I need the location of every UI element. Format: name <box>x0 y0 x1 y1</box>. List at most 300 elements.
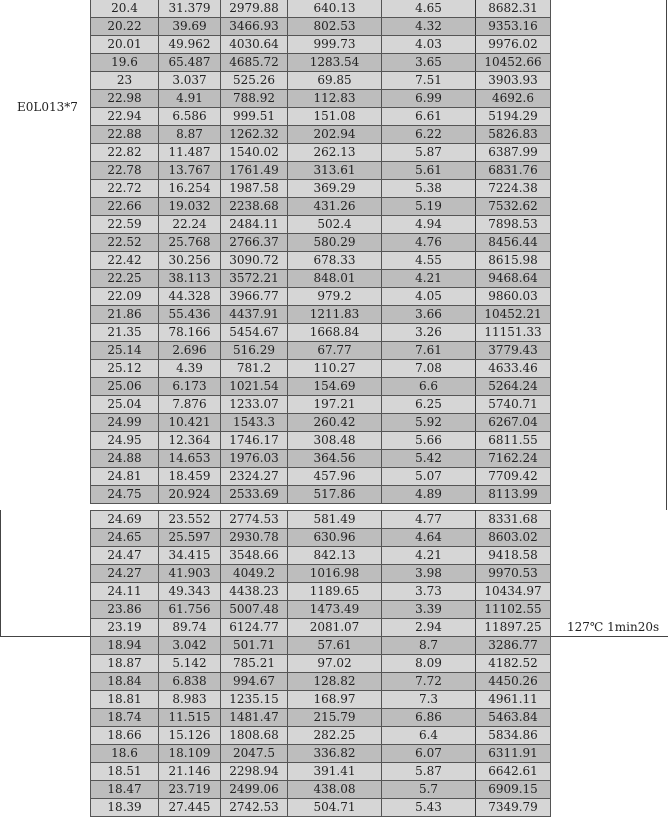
table-cell: 457.96 <box>288 468 382 486</box>
table-cell: 24.11 <box>91 583 159 601</box>
table-cell: 12.364 <box>159 432 221 450</box>
table-cell: 7898.53 <box>476 216 551 234</box>
table-cell: 31.379 <box>159 0 221 18</box>
table-cell: 25.768 <box>159 234 221 252</box>
table-cell: 6.99 <box>382 90 476 108</box>
table-row <box>91 396 551 414</box>
table-cell: 24.47 <box>91 547 159 565</box>
table-cell: 5.87 <box>382 763 476 781</box>
table-cell: 4.91 <box>159 90 221 108</box>
table-cell: 7709.42 <box>476 468 551 486</box>
table-cell: 24.88 <box>91 450 159 468</box>
table-cell: 8331.68 <box>476 511 551 529</box>
table-cell: 18.6 <box>91 745 159 763</box>
table-cell: 1211.83 <box>288 306 382 324</box>
table-cell: 8456.44 <box>476 234 551 252</box>
table-cell: 19.032 <box>159 198 221 216</box>
table-row <box>91 781 551 799</box>
table-row <box>91 745 551 763</box>
table-cell: 18.87 <box>91 655 159 673</box>
table-cell: 21.146 <box>159 763 221 781</box>
table-cell: 11897.25 <box>476 619 551 637</box>
table-row <box>91 547 551 565</box>
table-row <box>91 655 551 673</box>
table-cell: 18.47 <box>91 781 159 799</box>
table-cell: 581.49 <box>288 511 382 529</box>
table-cell: 22.24 <box>159 216 221 234</box>
table-cell: 22.94 <box>91 108 159 126</box>
table-cell: 2930.78 <box>221 529 288 547</box>
table-cell: 3.39 <box>382 601 476 619</box>
table-cell: 5.7 <box>382 781 476 799</box>
table-cell: 1189.65 <box>288 583 382 601</box>
table-cell: 2047.5 <box>221 745 288 763</box>
table-cell: 8.7 <box>382 637 476 655</box>
table-cell: 4.55 <box>382 252 476 270</box>
table-cell: 11102.55 <box>476 601 551 619</box>
table-cell: 20.22 <box>91 18 159 36</box>
section-divider-line <box>0 636 90 637</box>
table-cell: 438.08 <box>288 781 382 799</box>
table-cell: 15.126 <box>159 727 221 745</box>
table-cell: 502.4 <box>288 216 382 234</box>
table-cell: 5740.71 <box>476 396 551 414</box>
table-row <box>91 529 551 547</box>
table-cell: 4.32 <box>382 18 476 36</box>
table-cell: 24.99 <box>91 414 159 432</box>
table-cell: 282.25 <box>288 727 382 745</box>
table-cell: 3.042 <box>159 637 221 655</box>
table-cell: 6.173 <box>159 378 221 396</box>
table-cell: 5007.48 <box>221 601 288 619</box>
table-cell: 5.19 <box>382 198 476 216</box>
table-cell: 3779.43 <box>476 342 551 360</box>
table-cell: 197.21 <box>288 396 382 414</box>
table-cell: 22.25 <box>91 270 159 288</box>
table-cell: 21.35 <box>91 324 159 342</box>
table-row <box>91 162 551 180</box>
table-cell: 1746.17 <box>221 432 288 450</box>
table-cell: 89.74 <box>159 619 221 637</box>
table-cell: 168.97 <box>288 691 382 709</box>
table-cell: 23.719 <box>159 781 221 799</box>
table-cell: 10452.21 <box>476 306 551 324</box>
table-cell: 1761.49 <box>221 162 288 180</box>
table-cell: 364.56 <box>288 450 382 468</box>
table-row <box>91 90 551 108</box>
table-cell: 112.83 <box>288 90 382 108</box>
table-cell: 23.19 <box>91 619 159 637</box>
table-cell: 18.74 <box>91 709 159 727</box>
table-cell: 49.962 <box>159 36 221 54</box>
table-cell: 5.142 <box>159 655 221 673</box>
table-cell: 67.77 <box>288 342 382 360</box>
table-row <box>91 432 551 450</box>
table-cell: 8.09 <box>382 655 476 673</box>
table-cell: 2238.68 <box>221 198 288 216</box>
table-cell: 5.42 <box>382 450 476 468</box>
table-cell: 802.53 <box>288 18 382 36</box>
table-cell: 18.109 <box>159 745 221 763</box>
table-cell: 21.86 <box>91 306 159 324</box>
table-cell: 18.81 <box>91 691 159 709</box>
table-cell: 3090.72 <box>221 252 288 270</box>
left-border-line-mid <box>0 510 1 636</box>
table-cell: 3.037 <box>159 72 221 90</box>
table-cell: 4685.72 <box>221 54 288 72</box>
table-cell: 22.72 <box>91 180 159 198</box>
table-cell: 3903.93 <box>476 72 551 90</box>
table-cell: 6831.76 <box>476 162 551 180</box>
table-row <box>91 288 551 306</box>
table-cell: 24.69 <box>91 511 159 529</box>
table-cell: 154.69 <box>288 378 382 396</box>
table-cell: 30.256 <box>159 252 221 270</box>
table-cell: 9418.58 <box>476 547 551 565</box>
table-cell: 1021.54 <box>221 378 288 396</box>
table-cell: 3.26 <box>382 324 476 342</box>
table-cell: 2979.88 <box>221 0 288 18</box>
table-cell: 1016.98 <box>288 565 382 583</box>
table-cell: 517.86 <box>288 486 382 504</box>
table-cell: 6.838 <box>159 673 221 691</box>
table-cell: 10.421 <box>159 414 221 432</box>
table-cell: 22.09 <box>91 288 159 306</box>
table-cell: 18.39 <box>91 799 159 817</box>
table-cell: 2.696 <box>159 342 221 360</box>
table-cell: 2499.06 <box>221 781 288 799</box>
table-cell: 2081.07 <box>288 619 382 637</box>
table-cell: 4.65 <box>382 0 476 18</box>
table-cell: 2774.53 <box>221 511 288 529</box>
table-row <box>91 799 551 817</box>
table-cell: 61.756 <box>159 601 221 619</box>
table-cell: 4.89 <box>382 486 476 504</box>
table-cell: 11151.33 <box>476 324 551 342</box>
table-cell: 336.82 <box>288 745 382 763</box>
table-cell: 7349.79 <box>476 799 551 817</box>
table-row <box>91 601 551 619</box>
table-cell: 3572.21 <box>221 270 288 288</box>
table-cell: 8615.98 <box>476 252 551 270</box>
table-cell: 5194.29 <box>476 108 551 126</box>
table-cell: 260.42 <box>288 414 382 432</box>
table-cell: 5.43 <box>382 799 476 817</box>
table-cell: 516.29 <box>221 342 288 360</box>
table-cell: 22.98 <box>91 90 159 108</box>
table-cell: 44.328 <box>159 288 221 306</box>
table-cell: 640.13 <box>288 0 382 18</box>
table-cell: 4692.6 <box>476 90 551 108</box>
table-cell: 1235.15 <box>221 691 288 709</box>
table-cell: 11.487 <box>159 144 221 162</box>
table-cell: 7.876 <box>159 396 221 414</box>
table-cell: 22.78 <box>91 162 159 180</box>
table-cell: 22.88 <box>91 126 159 144</box>
table-cell: 308.48 <box>288 432 382 450</box>
table-row <box>91 691 551 709</box>
table-cell: 6909.15 <box>476 781 551 799</box>
table-cell: 7162.24 <box>476 450 551 468</box>
table-cell: 9468.64 <box>476 270 551 288</box>
table-cell: 1543.3 <box>221 414 288 432</box>
table-cell: 24.81 <box>91 468 159 486</box>
table-cell: 2742.53 <box>221 799 288 817</box>
table-cell: 27.445 <box>159 799 221 817</box>
table-cell: 1808.68 <box>221 727 288 745</box>
table-cell: 3466.93 <box>221 18 288 36</box>
table-cell: 39.69 <box>159 18 221 36</box>
table-cell: 3548.66 <box>221 547 288 565</box>
table-cell: 999.51 <box>221 108 288 126</box>
table-cell: 5.87 <box>382 144 476 162</box>
table-cell: 18.66 <box>91 727 159 745</box>
table-cell: 7.3 <box>382 691 476 709</box>
table-cell: 18.459 <box>159 468 221 486</box>
table-cell: 5264.24 <box>476 378 551 396</box>
table-cell: 3.66 <box>382 306 476 324</box>
sample-label: E0L013*7 <box>17 100 78 114</box>
table-cell: 20.01 <box>91 36 159 54</box>
table-cell: 994.67 <box>221 673 288 691</box>
table-cell: 369.29 <box>288 180 382 198</box>
table-cell: 22.59 <box>91 216 159 234</box>
table-cell: 4.05 <box>382 288 476 306</box>
table-row <box>91 18 551 36</box>
table-cell: 9976.02 <box>476 36 551 54</box>
table-cell: 23.86 <box>91 601 159 619</box>
table-cell: 5834.86 <box>476 727 551 745</box>
table-row <box>91 414 551 432</box>
table-row <box>91 486 551 504</box>
table-row <box>91 144 551 162</box>
table-cell: 1668.84 <box>288 324 382 342</box>
table-row <box>91 252 551 270</box>
table-cell: 55.436 <box>159 306 221 324</box>
table-cell: 4633.46 <box>476 360 551 378</box>
table-cell: 215.79 <box>288 709 382 727</box>
table-row <box>91 468 551 486</box>
table-cell: 431.26 <box>288 198 382 216</box>
table-cell: 25.597 <box>159 529 221 547</box>
table-cell: 781.2 <box>221 360 288 378</box>
data-table-upper <box>90 0 551 504</box>
table-cell: 18.94 <box>91 637 159 655</box>
table-row <box>91 450 551 468</box>
table-cell: 4.77 <box>382 511 476 529</box>
table-cell: 9860.03 <box>476 288 551 306</box>
table-cell: 25.12 <box>91 360 159 378</box>
table-cell: 2484.11 <box>221 216 288 234</box>
table-cell: 22.66 <box>91 198 159 216</box>
table-cell: 4030.64 <box>221 36 288 54</box>
table-cell: 8603.02 <box>476 529 551 547</box>
table-cell: 14.653 <box>159 450 221 468</box>
table-cell: 1283.54 <box>288 54 382 72</box>
table-cell: 1262.32 <box>221 126 288 144</box>
table-cell: 4.39 <box>159 360 221 378</box>
table-cell: 8113.99 <box>476 486 551 504</box>
table-cell: 6.86 <box>382 709 476 727</box>
table-cell: 1987.58 <box>221 180 288 198</box>
section-divider-line-right <box>550 636 668 637</box>
table-cell: 6.25 <box>382 396 476 414</box>
table-cell: 8682.31 <box>476 0 551 18</box>
table-cell: 7532.62 <box>476 198 551 216</box>
table-cell: 4.64 <box>382 529 476 547</box>
table-cell: 313.61 <box>288 162 382 180</box>
table-row <box>91 583 551 601</box>
table-cell: 262.13 <box>288 144 382 162</box>
table-cell: 1481.47 <box>221 709 288 727</box>
table-cell: 7.72 <box>382 673 476 691</box>
table-cell: 18.51 <box>91 763 159 781</box>
table-cell: 630.96 <box>288 529 382 547</box>
table-cell: 6267.04 <box>476 414 551 432</box>
table-cell: 2533.69 <box>221 486 288 504</box>
table-cell: 10434.97 <box>476 583 551 601</box>
table-cell: 23.552 <box>159 511 221 529</box>
table-cell: 38.113 <box>159 270 221 288</box>
table-cell: 1976.03 <box>221 450 288 468</box>
table-cell: 5463.84 <box>476 709 551 727</box>
table-cell: 20.924 <box>159 486 221 504</box>
table-cell: 6.61 <box>382 108 476 126</box>
table-cell: 78.166 <box>159 324 221 342</box>
table-cell: 23 <box>91 72 159 90</box>
table-cell: 979.2 <box>288 288 382 306</box>
table-cell: 2766.37 <box>221 234 288 252</box>
table-row <box>91 727 551 745</box>
table-cell: 128.82 <box>288 673 382 691</box>
table-row <box>91 36 551 54</box>
table-cell: 525.26 <box>221 72 288 90</box>
table-cell: 4182.52 <box>476 655 551 673</box>
table-row <box>91 180 551 198</box>
table-cell: 41.903 <box>159 565 221 583</box>
table-cell: 5.38 <box>382 180 476 198</box>
table-cell: 6642.61 <box>476 763 551 781</box>
table-row <box>91 637 551 655</box>
table-cell: 1540.02 <box>221 144 288 162</box>
table-cell: 5.92 <box>382 414 476 432</box>
table-cell: 3966.77 <box>221 288 288 306</box>
table-row <box>91 72 551 90</box>
condition-note: 127℃ 1min20s <box>567 620 660 634</box>
table-cell: 22.42 <box>91 252 159 270</box>
table-row <box>91 234 551 252</box>
table-row <box>91 709 551 727</box>
table-cell: 4.94 <box>382 216 476 234</box>
table-row <box>91 673 551 691</box>
table-row <box>91 270 551 288</box>
table-cell: 6.4 <box>382 727 476 745</box>
table-row <box>91 54 551 72</box>
table-cell: 10452.66 <box>476 54 551 72</box>
table-cell: 4450.26 <box>476 673 551 691</box>
table-cell: 3.73 <box>382 583 476 601</box>
table-cell: 5.07 <box>382 468 476 486</box>
table-cell: 5826.83 <box>476 126 551 144</box>
table-cell: 3.65 <box>382 54 476 72</box>
table-row <box>91 108 551 126</box>
table-cell: 1473.49 <box>288 601 382 619</box>
table-cell: 2298.94 <box>221 763 288 781</box>
table-cell: 842.13 <box>288 547 382 565</box>
table-cell: 3286.77 <box>476 637 551 655</box>
table-cell: 848.01 <box>288 270 382 288</box>
table-cell: 97.02 <box>288 655 382 673</box>
right-border-line-top <box>666 0 667 510</box>
table-cell: 25.04 <box>91 396 159 414</box>
table-cell: 7.51 <box>382 72 476 90</box>
table-cell: 20.4 <box>91 0 159 18</box>
table-cell: 7.61 <box>382 342 476 360</box>
table-cell: 6.586 <box>159 108 221 126</box>
table-cell: 3.98 <box>382 565 476 583</box>
table-cell: 24.75 <box>91 486 159 504</box>
table-cell: 5.61 <box>382 162 476 180</box>
table-cell: 19.6 <box>91 54 159 72</box>
table-cell: 18.84 <box>91 673 159 691</box>
table-row <box>91 126 551 144</box>
table-cell: 110.27 <box>288 360 382 378</box>
table-cell: 9353.16 <box>476 18 551 36</box>
table-cell: 2.94 <box>382 619 476 637</box>
table-cell: 4437.91 <box>221 306 288 324</box>
table-cell: 4.21 <box>382 547 476 565</box>
table-cell: 8.983 <box>159 691 221 709</box>
table-cell: 5454.67 <box>221 324 288 342</box>
table-cell: 6.22 <box>382 126 476 144</box>
table-cell: 1233.07 <box>221 396 288 414</box>
table-cell: 785.21 <box>221 655 288 673</box>
table-cell: 7224.38 <box>476 180 551 198</box>
table-row <box>91 306 551 324</box>
table-cell: 16.254 <box>159 180 221 198</box>
table-cell: 22.52 <box>91 234 159 252</box>
table-cell: 6811.55 <box>476 432 551 450</box>
table-cell: 25.06 <box>91 378 159 396</box>
table-cell: 151.08 <box>288 108 382 126</box>
table-cell: 4.76 <box>382 234 476 252</box>
table-cell: 4961.11 <box>476 691 551 709</box>
table-cell: 24.65 <box>91 529 159 547</box>
table-cell: 11.515 <box>159 709 221 727</box>
table-cell: 580.29 <box>288 234 382 252</box>
table-cell: 34.415 <box>159 547 221 565</box>
table-cell: 678.33 <box>288 252 382 270</box>
table-row <box>91 763 551 781</box>
table-cell: 6311.91 <box>476 745 551 763</box>
table-cell: 9970.53 <box>476 565 551 583</box>
table-row <box>91 511 551 529</box>
table-cell: 49.343 <box>159 583 221 601</box>
table-row <box>91 0 551 18</box>
table-cell: 788.92 <box>221 90 288 108</box>
data-table-lower <box>90 510 551 817</box>
table-cell: 504.71 <box>288 799 382 817</box>
table-row <box>91 378 551 396</box>
table-cell: 24.95 <box>91 432 159 450</box>
table-row <box>91 619 551 637</box>
table-row <box>91 216 551 234</box>
table-cell: 25.14 <box>91 342 159 360</box>
table-cell: 65.487 <box>159 54 221 72</box>
table-cell: 6387.99 <box>476 144 551 162</box>
table-cell: 5.66 <box>382 432 476 450</box>
table-cell: 501.71 <box>221 637 288 655</box>
